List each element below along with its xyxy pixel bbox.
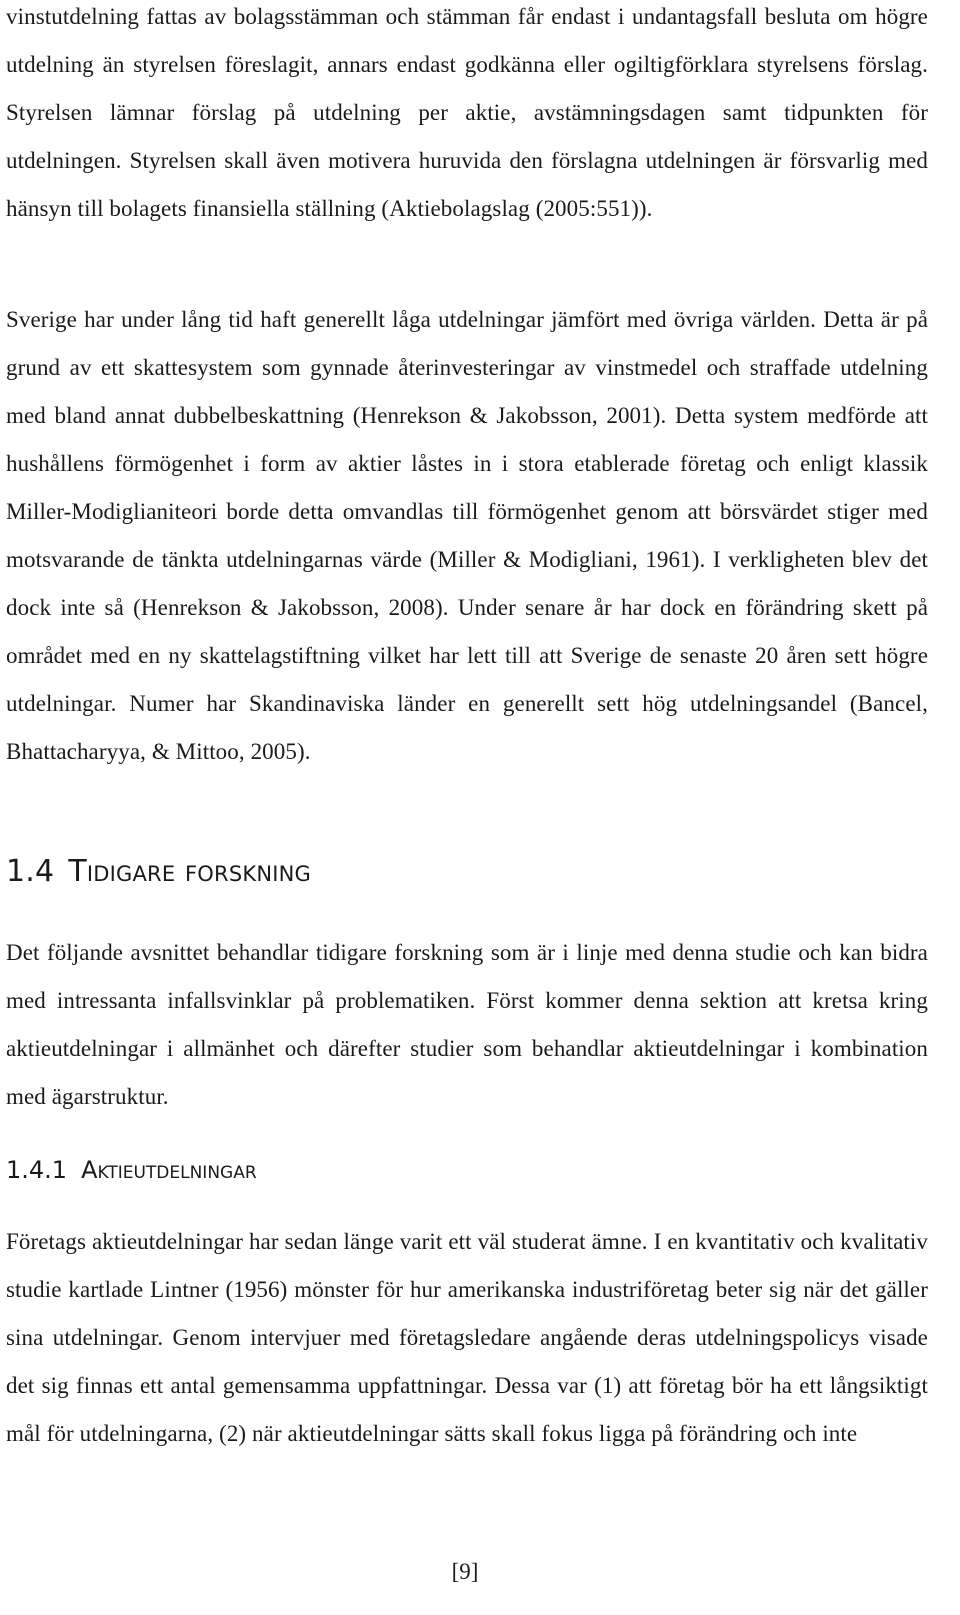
section-heading [6,852,311,892]
section-title: Tidigare forskning [68,854,312,889]
subsection-heading [6,1152,257,1188]
page-number: [9] [451,1559,479,1584]
paragraph-utdelning-beslut: vinstutdelning fattas av bolagsstämman och stämman får endast i undantagsfall besluta om högre utdelning än styrelsen föreslagit, annars endast godkänna eller ogiltigförklara styrelsens förslag. Styrelsen lämnar förslag på utdelning per aktie, avstämningsdagen samt tidpunkten för utdelningen. Styrelsen skall även motivera huruvida den förslagna utdelningen är försvarlig med hänsyn till bolagets finansiella ställning (Aktiebolagslag (2005:551)). [6,4,928,221]
subsection-number: 1.4.1 [6,1156,68,1184]
paragraph-tidigare-forskning: Det följande avsnittet behandlar tidigare forskning som är i linje med denna studie och kan bidra med intressanta infallsvinklar på problematiken. Först kommer denna sektion att kretsa kring aktieutdelningar i allmänhet och därefter studier som behandlar aktieutdelningar i kombination med ägarstruktur. [6,940,928,1109]
subsection-title: Aktieutdelningar [81,1156,257,1184]
paragraph-sverige-utdelningar: Sverige har under lång tid haft generellt låga utdelningar jämfört med övriga världen. Detta är på grund av ett skattesystem som gynnade återinvesteringar av vinstmedel och straffade utdelning med bland annat dubbelbeskattning (Henrekson & Jakobsson, 2001). Detta system medförde att hushållens förmögenhet i form av aktier låstes in i stora etablerade företag och enligt klassik Miller-Modiglianiteori borde detta omvandlas till förmögenhet genom att börsvärdet stiger med motsvarande de tänkta utdelningarnas värde (Miller & Modigliani, 1961). I verkligheten blev det dock inte så (Henrekson & Jakobsson, 2008). Under senare år har dock en förändring skett på området med en ny skattelagstiftning vilket har lett till att Sverige de senaste 20 åren sett högre utdelningar. Numer har Skandinaviska länder en generellt sett hög utdelningsandel (Bancel, Bhattacharyya, & Mittoo, 2005). [6,307,928,764]
section-number: 1.4 [6,854,55,889]
paragraph-aktieutdelningar: Företags aktieutdelningar har sedan länge varit ett väl studerat ämne. I en kvantitativ och kvalitativ studie kartlade Lintner (1956) mönster för hur amerikanska industriföretag beter sig när det gäller sina utdelningar. Genom intervjuer med företagsledare angående deras utdelningspolicys visade det sig finnas ett antal gemensamma uppfattningar. Dessa var (1) att företag bör ha ett långsiktigt mål för utdelningarna, (2) när aktieutdelningar sätts skall fokus ligga på förändring och inte [6,1229,928,1446]
